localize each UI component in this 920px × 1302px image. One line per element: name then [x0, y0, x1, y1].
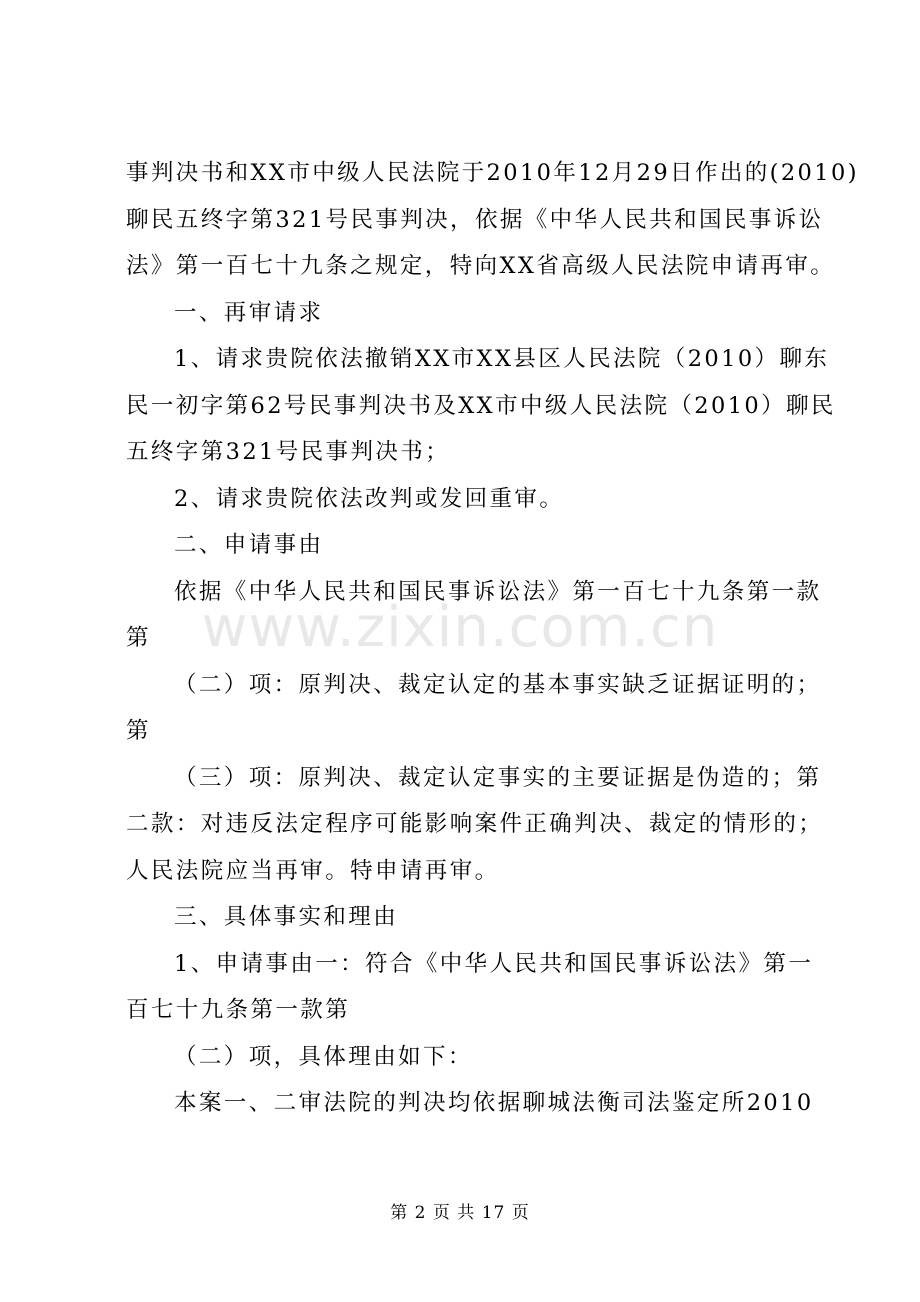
text-line: 依据《中华人民共和国民事诉讼法》第一百七十九条第一款 — [174, 578, 822, 605]
watermark: www.zixin.com.cn — [201, 595, 719, 660]
text-line: 民一初字第62号民事判决书及XX市中级人民法院（2010）聊民 — [126, 392, 836, 419]
text-line: （三）项：原判决、裁定认定事实的主要证据是伪造的；第 — [174, 764, 822, 791]
text-line: 人民法院应当再审。特申请再审。 — [126, 857, 500, 884]
text-line: 一、再审请求 — [174, 299, 324, 326]
text-line: 第 — [126, 625, 151, 651]
text-line: 三、具体事实和理由 — [174, 904, 399, 930]
text-line: 1、申请事由一：符合《中华人民共和国民事诉讼法》第一 — [174, 950, 814, 977]
text-line: 法》第一百七十九条之规定，特向XX省高级人民法院申请再审。 — [126, 253, 836, 279]
text-line: （二）项：原判决、裁定认定的基本事实缺乏证据证明的； — [174, 671, 822, 698]
text-line: 聊民五终字第321号民事判决，依据《中华人民共和国民事诉讼 — [126, 206, 824, 233]
text-line: （二）项，具体理由如下： — [174, 1043, 473, 1070]
text-line: 本案一、二审法院的判决均依据聊城法衡司法鉴定所2010 — [174, 1090, 814, 1116]
document-body — [126, 150, 859, 1127]
text-line: 1、请求贵院依法撤销XX市XX县区人民法院（2010）聊东 — [174, 346, 830, 372]
page-footer: 第 2 页 共 17 页 — [390, 1203, 530, 1223]
text-line: 事判决书和XX市中级人民法院于2010年12月29日作出的(2010) — [126, 160, 859, 186]
text-line: 五终字第321号民事判决书； — [126, 439, 451, 465]
text-line: 2、请求贵院依法改判或发回重审。 — [174, 485, 565, 512]
text-line: 百七十九条第一款第 — [126, 997, 351, 1023]
text-line: 二款：对违反法定程序可能影响案件正确判决、裁定的情形的； — [126, 811, 824, 837]
text-line: 二、申请事由 — [174, 532, 324, 558]
text-line: 第 — [126, 718, 151, 744]
